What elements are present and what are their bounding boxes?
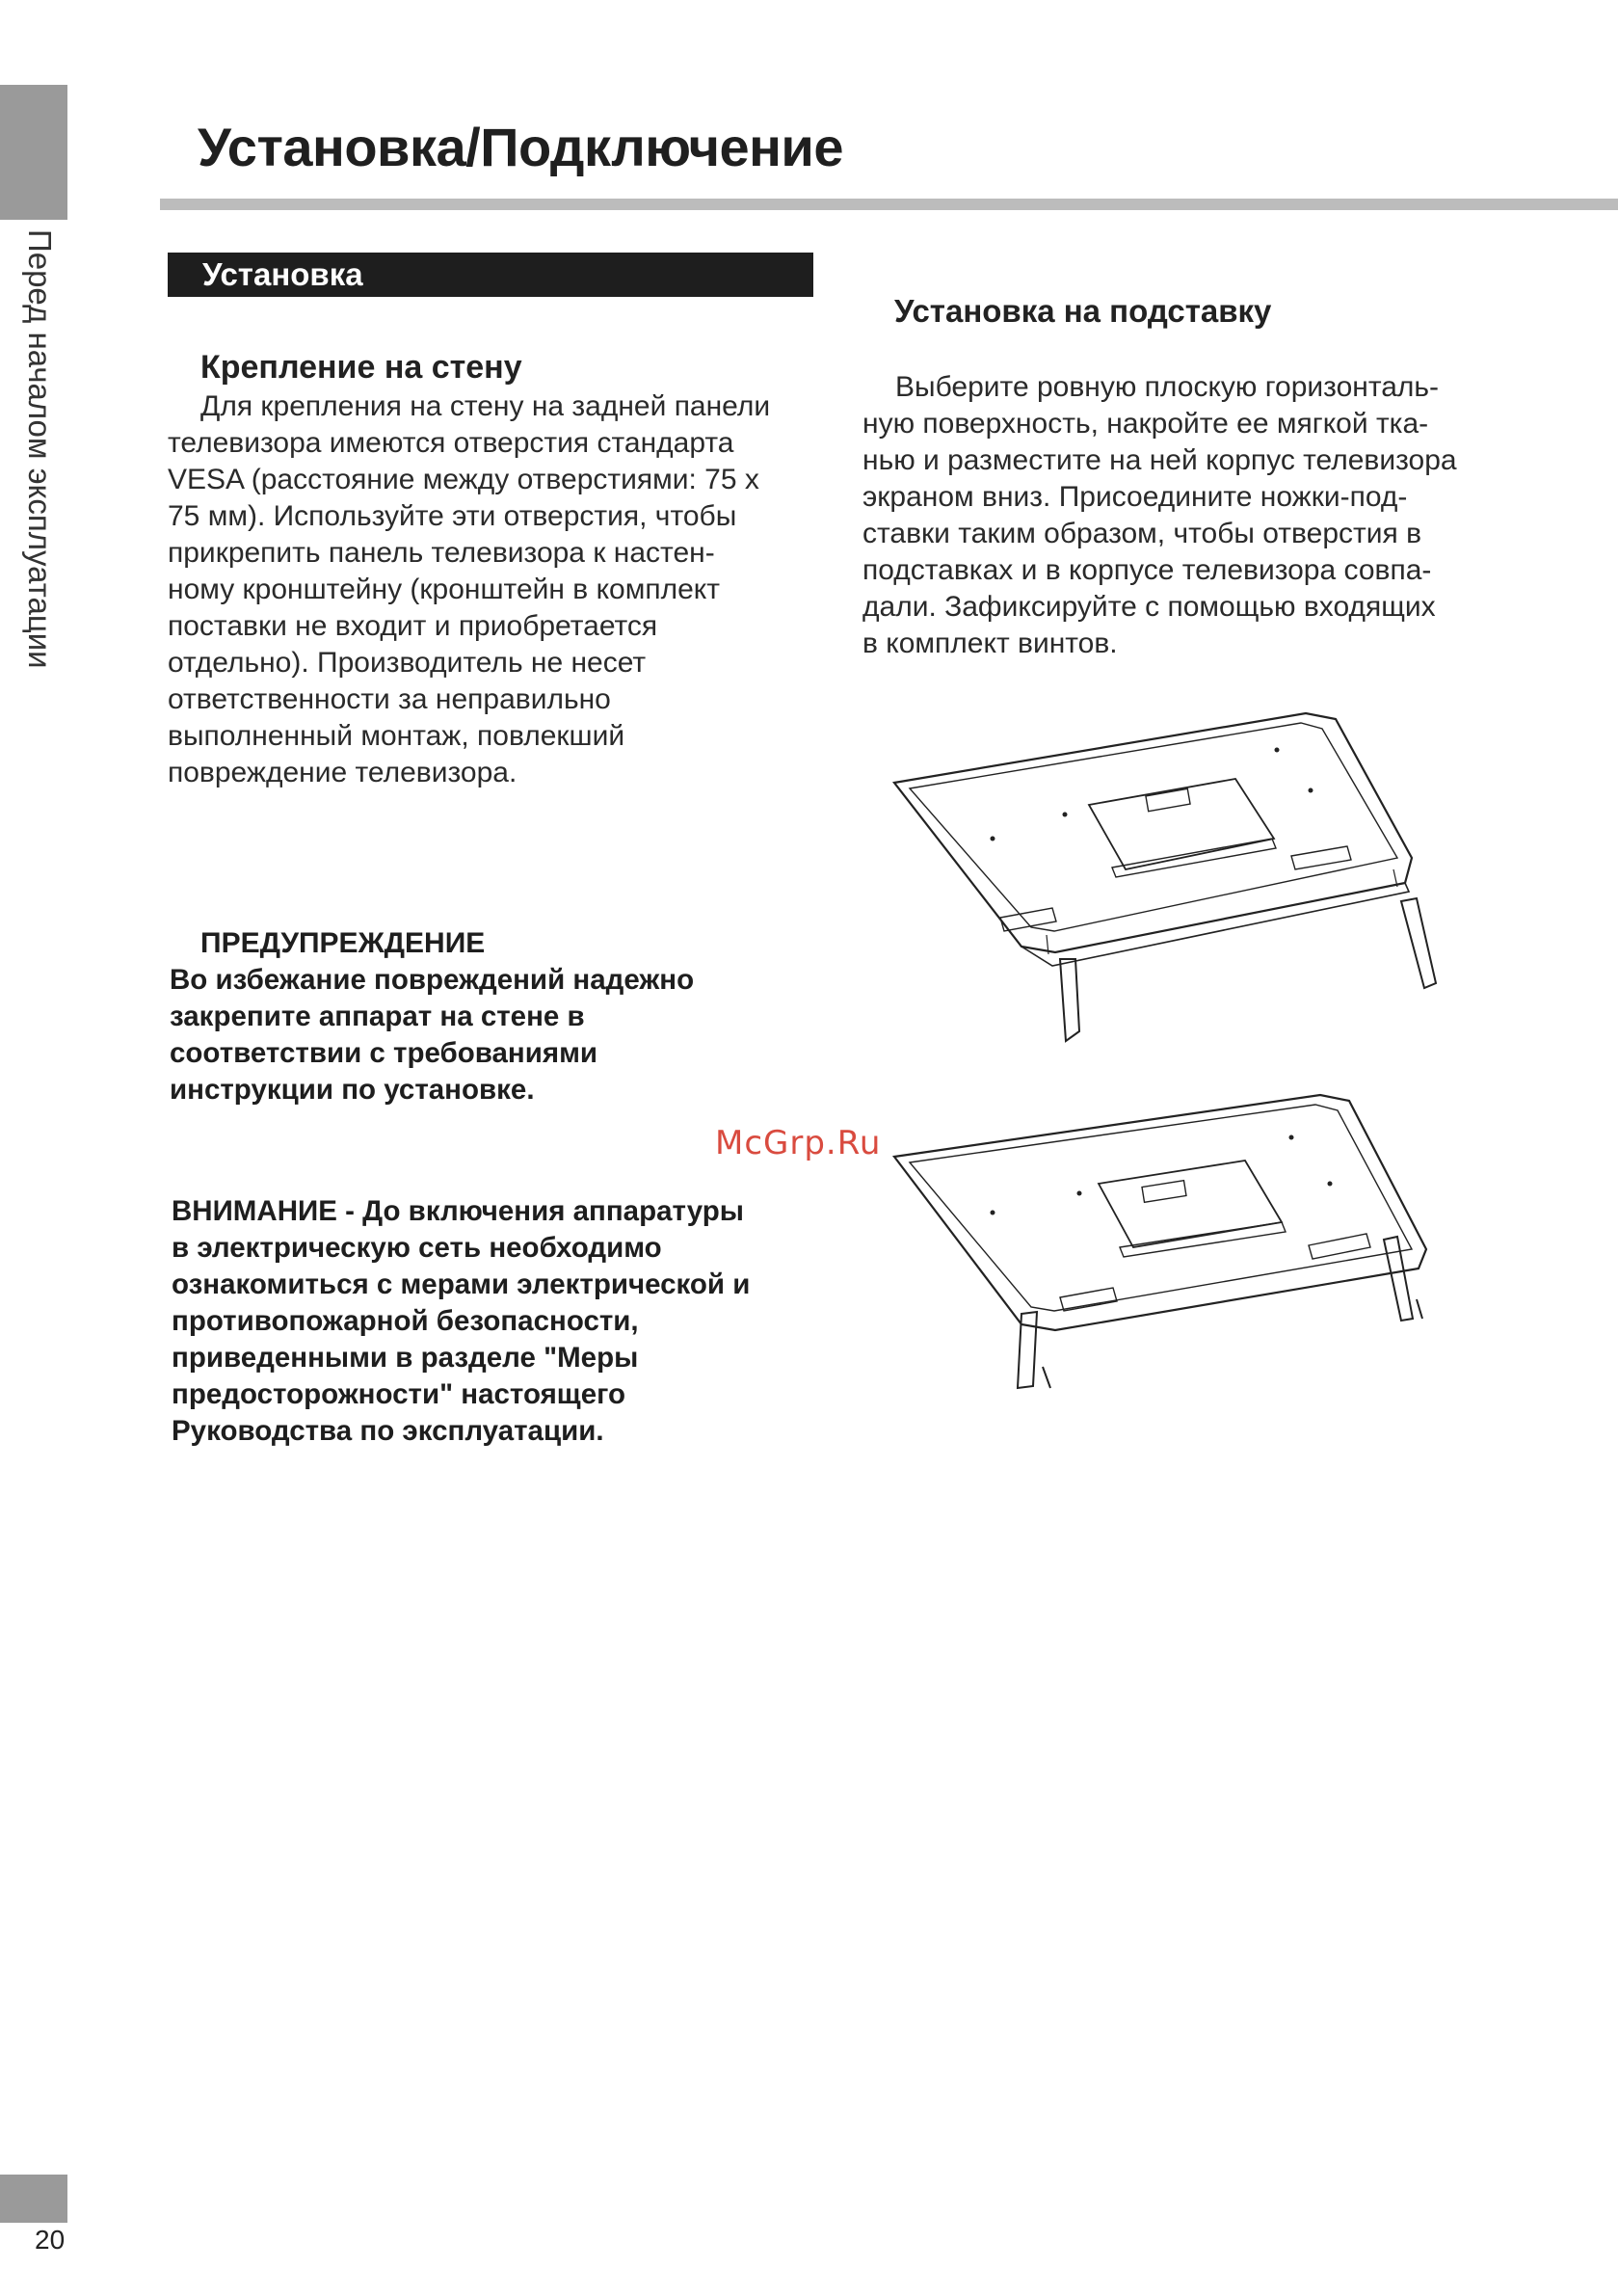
text-line: приведенными в разделе "Меры — [172, 1342, 639, 1374]
text-line: отдельно). Производитель не несет — [168, 647, 647, 679]
text-line: закрепите аппарат на стене в — [170, 1001, 585, 1032]
page-number-tab — [0, 2175, 67, 2223]
tv-stand-attach-illustration — [877, 694, 1455, 1060]
text-line: телевизора имеются отверстия стандарта — [168, 427, 734, 459]
speaker-right — [1291, 846, 1351, 869]
speaker-right — [1309, 1234, 1370, 1259]
text-line: в комплект винтов. — [862, 627, 1118, 659]
label-plate — [1146, 788, 1190, 811]
text-line: Во избежание повреждений надежно — [170, 964, 695, 996]
tv-inner-frame — [910, 1105, 1412, 1311]
page-number: 20 — [35, 2225, 66, 2255]
stand-heading: Установка на подставку — [894, 293, 1272, 329]
text-line: повреждение телевизора. — [168, 757, 517, 788]
speaker-left — [1060, 1288, 1117, 1311]
warning-heading — [200, 925, 485, 962]
text-line: соответствии с требованиями — [170, 1037, 598, 1069]
text-line: в электрическую сеть необходимо — [172, 1232, 662, 1264]
text-line: дали. Зафиксируйте с помощью входящих — [862, 591, 1436, 623]
attention-text — [172, 1193, 750, 1450]
tv-stand-screws-illustration — [877, 1078, 1455, 1396]
text-line: инструкции по установке. — [170, 1074, 535, 1106]
warning-heading-text: ПРЕДУПРЕЖДЕНИЕ — [200, 927, 486, 959]
text-line: 75 мм). Используйте эти отверстия, чтобы — [168, 500, 737, 532]
text-line: Руководства по эксплуатации. — [172, 1415, 604, 1447]
page-title: Установка/Подключение — [198, 117, 844, 177]
vent-grille — [1120, 1222, 1286, 1257]
title-divider — [160, 199, 1618, 210]
text-line: поставки не входит и приобретается — [168, 610, 658, 642]
text-line: ответственности за неправильно — [168, 683, 611, 715]
text-line: нью и разместите на ней корпус телевизора — [862, 444, 1457, 476]
tv-body-outline — [894, 1095, 1426, 1330]
text-line: ознакомиться с мерами электрической и — [172, 1268, 751, 1300]
text-line: подставках и в корпусе телевизора совпа- — [862, 554, 1432, 586]
text-line: Выберите ровную плоскую горизонталь- — [895, 371, 1440, 403]
chapter-side-label: Перед началом эксплуатации — [22, 229, 58, 669]
text-line: Для крепления на стену на задней панели — [200, 390, 771, 422]
speaker-left — [1000, 908, 1056, 931]
stand-leg-left — [1018, 1312, 1037, 1388]
warning-text — [170, 962, 694, 1108]
text-line: экраном вниз. Присоедините ножки-под- — [862, 481, 1408, 513]
text-line: предосторожности" настоящего — [172, 1378, 626, 1410]
label-plate — [1142, 1181, 1186, 1203]
text-line: прикрепить панель телевизора к настен- — [168, 537, 715, 569]
side-tab-marker — [0, 85, 67, 220]
section-header-label: Установка — [202, 256, 363, 292]
stand-leg-left — [1060, 959, 1079, 1041]
wall-mount-text — [168, 388, 770, 791]
text-line: VESA (расстояние между отверстиями: 75 х — [168, 464, 759, 495]
stand-text — [862, 369, 1457, 662]
vent-grille — [1112, 839, 1276, 877]
section-header-bar — [168, 253, 813, 297]
text-line: ставки таким образом, чтобы отверстия в — [862, 518, 1422, 549]
text-line: ВНИМАНИЕ - До включения аппаратуры — [172, 1195, 744, 1227]
rear-panel-block — [1089, 779, 1274, 869]
wall-mount-heading: Крепление на стену — [200, 349, 522, 386]
screw-right — [1417, 1299, 1422, 1319]
screw-left — [1043, 1367, 1050, 1388]
text-line: ную поверхность, накройте ее мягкой тка- — [862, 408, 1429, 440]
watermark: McGrp.Ru — [715, 1124, 882, 1162]
text-line: противопожарной безопасности, — [172, 1305, 639, 1337]
text-line: выполненный монтаж, повлекший — [168, 720, 625, 752]
rear-panel-block — [1099, 1161, 1282, 1247]
text-line: ному кронштейну (кронштейн в комплект — [168, 574, 720, 605]
tv-bottom-edge — [1021, 883, 1409, 966]
stand-leg-right — [1401, 898, 1436, 988]
